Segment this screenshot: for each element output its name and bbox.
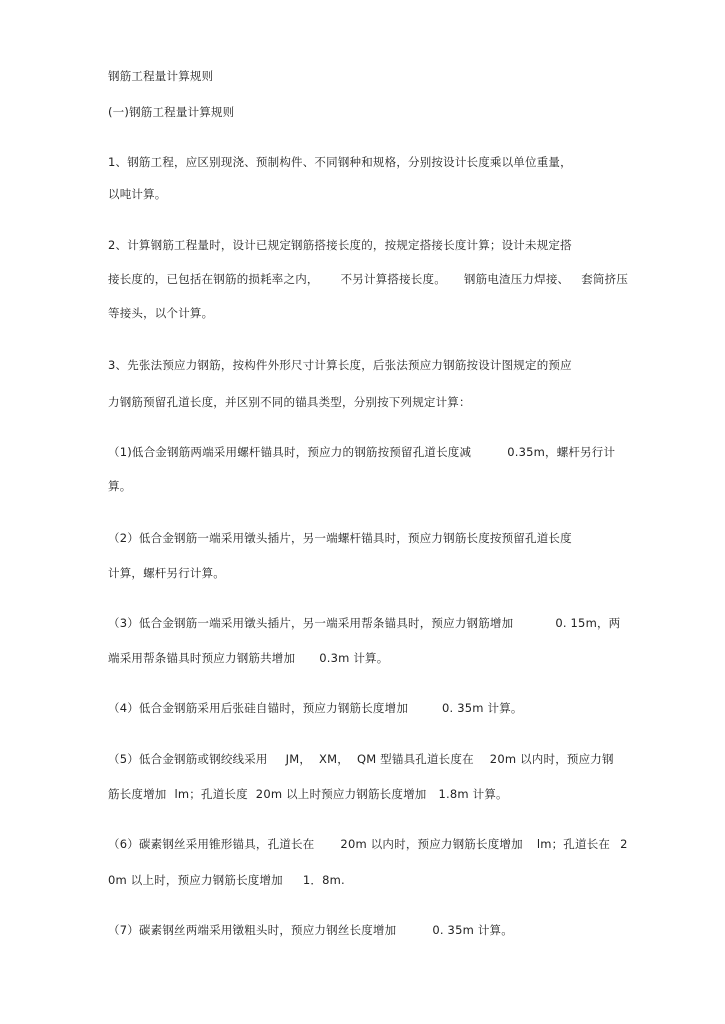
item-4-line-1	[108, 700, 523, 716]
item-6-line-1	[108, 836, 628, 852]
item-7-line-1-part-2: 0. 35m 计算。	[432, 923, 513, 937]
section-heading: (一)钢筋工程量计算规则	[108, 105, 235, 119]
item-5-line-1	[108, 751, 614, 767]
item-1-line-2: 算。	[108, 479, 132, 493]
paragraph-2-line-1: 2、计算钢筋工程量时，设计已规定钢筋搭接长度的，按规定搭接长度计算；设计未规定搭	[108, 238, 572, 252]
item-6-line-2-part-1: 0m 以上时，预应力钢筋长度增加	[108, 873, 283, 887]
item-5-line-2-part-3: 20m 以上时预应力钢筋长度增加	[255, 787, 427, 801]
item-5-line-2-part-1: 筋长度增加	[108, 787, 167, 801]
item-5-line-1-part-5: 20m 以内时，预应力钢	[489, 752, 614, 766]
paragraph-2-line-2-part-3: 钢筋电渣压力焊接、	[463, 272, 570, 286]
item-7-line-1-part-1: （7）碳素钢丝两端采用镦粗头时，预应力钢丝长度增加	[108, 923, 397, 937]
item-6-line-2	[108, 872, 345, 888]
paragraph-2-line-2-part-4: 套筒挤压	[581, 272, 629, 286]
item-6-line-1-part-2: 20m 以内时，预应力钢筋长度增加	[340, 837, 523, 851]
item-6-line-2-part-2: 1．8m.	[302, 873, 345, 887]
document-title: 钢筋工程量计算规则	[108, 69, 214, 83]
item-5-line-2-part-2: lm；孔道长度	[174, 787, 248, 801]
paragraph-3-line-1: 3、先张法预应力钢筋，按构件外形尺寸计算长度，后张法预应力钢筋按设计图规定的预应	[108, 358, 572, 372]
item-5-line-1-part-2: JM，	[285, 752, 312, 766]
item-1-line-1-part-2: 0.35m，螺杆另行计	[507, 445, 616, 459]
item-3-line-2-part-2: 0.3m 计算。	[319, 651, 389, 665]
item-5-line-2	[108, 786, 508, 802]
paragraph-2-line-2-part-1: 接长度的，已包括在钢筋的损耗率之内，	[108, 272, 319, 286]
item-5-line-1-part-4: QM 型锚具孔道长度在	[356, 752, 474, 766]
paragraph-2-line-3: 等接头，以个计算。	[108, 306, 214, 320]
item-3-line-1-part-2: 0. 15m，两	[555, 616, 621, 630]
item-1-line-1-part-1: （1)低合金钢筋两端采用螺杆锚具时，预应力的钢筋按预留孔道长度减	[108, 445, 472, 459]
paragraph-2-line-2-part-2: 不另计算搭接长度。	[340, 272, 446, 286]
item-5-line-1-part-3: XM，	[319, 752, 349, 766]
item-6-line-1-part-3: lm；孔道长在	[536, 837, 611, 851]
item-2-line-1: （2）低合金钢筋一端采用镦头插片，另一端螺杆锚具时，预应力钢筋长度按预留孔道长度	[108, 531, 572, 545]
item-4-line-1-part-2: 0. 35m 计算。	[442, 701, 523, 715]
item-3-line-1	[108, 615, 620, 631]
item-5-line-1-part-1: （5）低合金钢筋或钢绞线采用	[108, 752, 268, 766]
item-3-line-1-part-1: （3）低合金钢筋一端采用镦头插片，另一端采用帮条锚具时，预应力钢筋增加	[108, 616, 514, 630]
paragraph-2-line-2	[108, 271, 628, 287]
item-3-line-2	[108, 650, 388, 666]
paragraph-1-line-1: 1、钢筋工程，应区别现浇、预制构件、不同钢种和规格，分别按设计长度乘以单位重量，	[108, 155, 572, 169]
item-6-line-1-part-4: 2	[620, 837, 628, 851]
item-2-line-2: 计算，螺杆另行计算。	[108, 566, 225, 580]
item-7-line-1	[108, 922, 513, 938]
item-3-line-2-part-1: 端采用帮条锚具时预应力钢筋共增加	[108, 651, 296, 665]
paragraph-1-line-2: 以吨计算。	[108, 187, 167, 201]
item-6-line-1-part-1: （6）碳素钢丝采用锥形锚具，孔道长在	[108, 837, 315, 851]
item-4-line-1-part-1: （4）低合金钢筋采用后张硅自锚时，预应力钢筋长度增加	[108, 701, 409, 715]
paragraph-3-line-2: 力钢筋预留孔道长度，并区别不同的锚具类型，分别按下列规定计算：	[108, 395, 471, 409]
item-5-line-2-part-4: 1.8m 计算。	[438, 787, 508, 801]
item-1-line-1	[108, 444, 615, 460]
